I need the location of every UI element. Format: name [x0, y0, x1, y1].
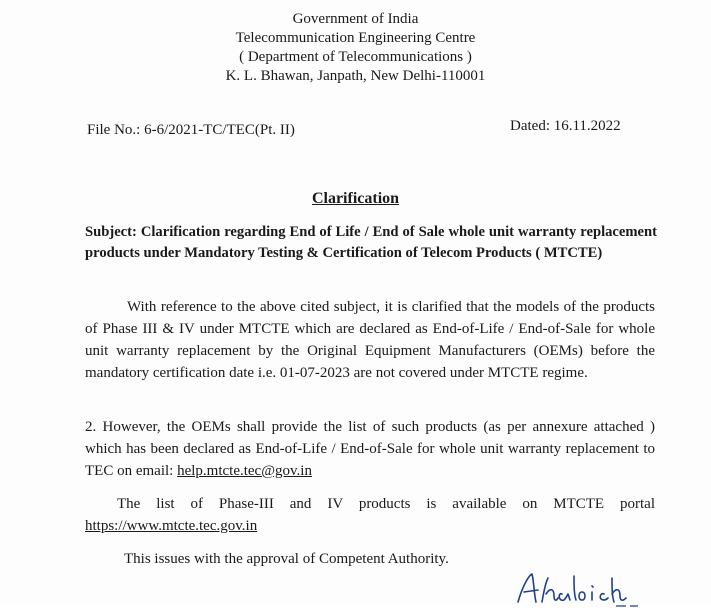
email-link[interactable]: help.mtcte.tec@gov.in — [177, 463, 312, 479]
paragraph-3 — [85, 493, 655, 537]
letterhead-line-organisation: Telecommunication Engineering Centre — [235, 30, 476, 46]
paragraph-2-text: 2. However, the OEMs shall provide the list of such products (as per annexure attached ) which has been declared as End-of-Life / End-of-Sale for whole unit warranty replacement to TEC on email: — [85, 419, 655, 479]
file-number: File No.: 6-6/2021-TC/TEC(Pt. II) — [87, 122, 295, 138]
paragraph-2 — [85, 416, 655, 482]
letterhead — [0, 10, 711, 86]
portal-link[interactable]: https://www.mtcte.tec.gov.in — [85, 518, 258, 534]
paragraph-4: This issues with the approval of Competent Authority. — [124, 551, 449, 567]
letterhead-line-government: Government of India — [292, 11, 419, 27]
letterhead-line-address: K. L. Bhawan, Janpath, New Delhi-110001 — [225, 68, 486, 84]
paragraph-1: With reference to the above cited subject, it is clarified that the models of the products of Phase III & IV under MTCTE which are declared as End-of-Life / End-of-Sale for whole unit warranty replacement by the Original Equipment Manufacturers (OEMs) before the mandatory certification date i.e. 01-07-2023 are not covered under MTCTE regime. — [85, 299, 655, 381]
paragraph-3-text: The list of Phase-III and IV products is available on MTCTE portal — [117, 496, 655, 512]
document-date: Dated: 16.11.2022 — [510, 118, 621, 134]
subject-line: Subject: Clarification regarding End of Life / End of Sale whole unit warranty replacement products under Mandatory Testing & Certification of Telecom Products ( MTCTE) — [85, 224, 657, 261]
document-heading: Clarification — [311, 190, 400, 207]
letterhead-line-department: ( Department of Telecommunications ) — [239, 49, 472, 65]
handwritten-signature — [512, 568, 652, 608]
